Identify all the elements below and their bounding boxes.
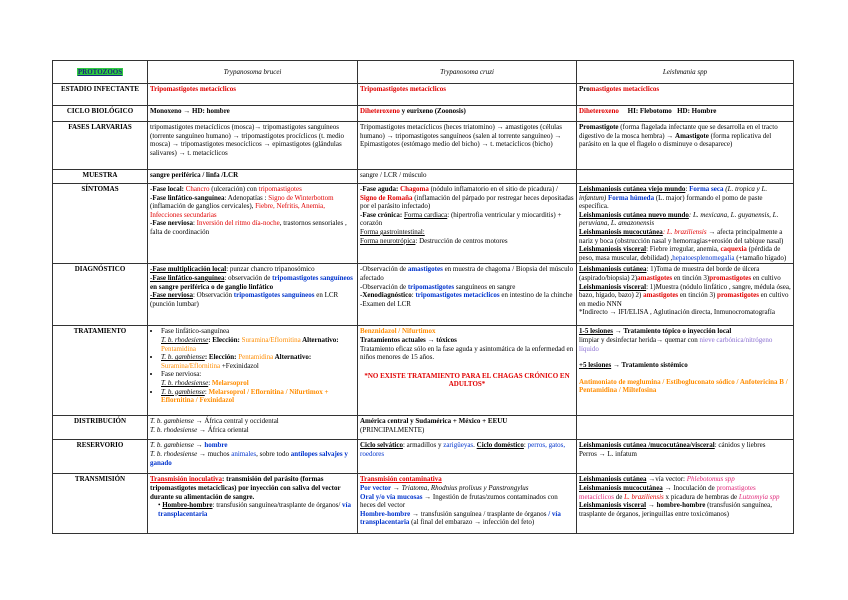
t: Antimoniato de meglumina / Estibogluconato sódico / Anfotericina B / Pentamidina / Miltefosina [579, 377, 788, 395]
t: T. b. rhodesiense [150, 449, 198, 458]
muestra-cruzi: sangre / LCR / músculo [358, 170, 577, 184]
t: -Fase linfático-sanguínea [150, 273, 225, 282]
t: Leishmaniosis visceral [579, 282, 647, 291]
t: hepatoesplenomegalia [672, 253, 735, 262]
t: Leishmaniosis visceral [579, 245, 647, 254]
t: -Observación de [360, 265, 408, 274]
t: Inversión del ritmo día-noche [196, 219, 280, 228]
t: en cultivo [751, 273, 781, 282]
header-row [53, 61, 794, 84]
estadio-leish-rest: mastigotes metacíclicos [589, 85, 660, 93]
t: antílopes salvajes y ganado [150, 449, 348, 467]
t: : L. braziliensis [662, 227, 707, 236]
t: : L. mexicana, L. guyanensis, L. peruviana, L. amazonensis [579, 210, 779, 228]
sintomas-leish [577, 184, 794, 264]
res-brucei [148, 440, 358, 474]
t: -Examen del LCR [360, 299, 411, 308]
t: / vía transplacentaria [360, 509, 561, 527]
trat-cruzi [358, 326, 577, 416]
t: hombre [204, 441, 228, 450]
t: → Inoculación de [662, 483, 717, 492]
t: → África central y occidental [193, 417, 279, 426]
t: : (hipertrofia ventricular y miocarditis) + corazón [360, 210, 562, 228]
t: en tinción 3) [678, 291, 718, 300]
t: Chagoma [400, 185, 429, 193]
t: América central y Sudamérica + México + EEUU [360, 417, 508, 426]
muestra-brucei: sangre periférica / linfa /LCR [148, 170, 358, 184]
t: promastigotes [717, 291, 759, 300]
fases-leish-c: Amastigote [675, 131, 709, 140]
t: : [192, 219, 197, 228]
row-label-estadio: ESTADIO INFECTANTE [53, 84, 148, 106]
header-tag-cell [53, 61, 148, 84]
t: T. b. rhodesiense [150, 425, 198, 434]
t: Perros → L. infatum [579, 449, 637, 458]
list-item [161, 353, 355, 370]
t: Fiebre, Nefritis, Anemia, Infecciones secundarias [150, 202, 325, 219]
t: Fase nerviosa: [161, 370, 202, 379]
t: Hombre-hombre [360, 509, 411, 518]
t: → Ingestión de frutas/zumos contaminados con heces del vector [360, 492, 558, 510]
t: Forma cardiaca [403, 210, 448, 219]
row-label-diagnostico: DIAGNÓSTICO [53, 264, 148, 326]
t: en sangre periférica o de ganglio linfático [150, 282, 274, 291]
t: : [685, 185, 690, 193]
t: Alternativo: [300, 335, 339, 344]
t: zarigüeyas [443, 441, 474, 450]
trat-leish [577, 326, 794, 416]
t: en LCR (punción lumbar) [150, 291, 339, 308]
t: Melarsoprol / Eflornitina / Nifurtimox + Eflornitina / Fexinidazol [161, 387, 329, 405]
t: *Indirecto → IFI/ELISA , Aglutinación directa, Inmunocromatografía [579, 308, 775, 317]
t: : Elección: [208, 335, 242, 344]
t: amastigotes [643, 291, 679, 300]
t: tripomastigotes sanguíneos [233, 291, 315, 300]
dist-cruzi [358, 416, 577, 440]
t: T. b. gambiense [161, 353, 205, 362]
t: (inflamación de ganglios cervicales), [150, 202, 256, 211]
t: Hombre-hombre [162, 501, 213, 510]
row-label-distribucion: DISTRIBUCIÓN [53, 416, 148, 440]
t: -Observación de [360, 282, 408, 291]
t: : Destrucción de centros motores [415, 236, 508, 245]
t: en tinción 3) [672, 273, 710, 282]
t: T. b. rhodesiense [161, 378, 209, 387]
header-col-cruzi: Trypanosoma cruzi [358, 61, 577, 84]
header-col-leishmania: Leishmania spp [577, 61, 794, 84]
t: en muestra de chagoma / Biopsia del músculo afectado [360, 265, 574, 282]
list-item [161, 388, 355, 405]
t: Phlebotomus spp [686, 475, 735, 484]
t: -Fase local: [150, 185, 186, 193]
t: +Fexinidazol [220, 361, 259, 370]
sintomas-cruzi [358, 184, 577, 264]
t: tripomastigotes sanguíneos [272, 273, 353, 282]
t: sanguíneos en sangre [454, 282, 516, 291]
t: Leishmaniosis cutánea viejo mundo [579, 185, 686, 193]
ciclo-leish-a: Diheteroxeno [579, 107, 619, 115]
t: : [523, 441, 528, 450]
t: : 1)Toma de muestra del borde de úlcera (aspirado/biopsia) 2) [579, 265, 760, 282]
t: Benznidazol / Nifurtimox [360, 327, 436, 336]
t: : [208, 378, 212, 387]
t: promastigotes [709, 273, 752, 282]
t: → transfusión sanguínea / trasplante de órganos [410, 509, 549, 518]
row-label-reservorio: RESERVORIO [53, 440, 148, 474]
t: -Fase multiplicación local [150, 265, 227, 274]
t: Chancro [185, 185, 210, 193]
t: Pentamidina [238, 353, 274, 362]
estadio-brucei-text: Tripomastigotes metacíclicos [150, 85, 236, 93]
trans-brucei: Transmisión inoculativa: transmisión del parásito (formas tripomastigotes metacíclicas) por inyección con saliva del vector durante su alimentación de sangre. • Hombre-hombre: transfusión sanguínea/trasplante de órganos/ vía transplacentaria [148, 474, 358, 534]
protozoa-table [52, 60, 794, 534]
t: Alternativo: [273, 353, 312, 362]
t: Por vector [360, 483, 392, 492]
t: Fase linfático-sanguínea [161, 327, 230, 336]
t: , trastornos sensoriales , falta de coordinación [150, 219, 347, 236]
t: amastigotes [637, 273, 673, 282]
list-item [161, 370, 355, 387]
t: Forma neurotrópica [360, 236, 416, 245]
ciclo-cruzi-b: y eurixeno (Zoonosis) [399, 107, 466, 115]
row-transmision [53, 474, 794, 534]
estadio-leish-pro: Pro [579, 85, 590, 93]
t: Suramina/Eflornitina [161, 361, 221, 370]
muestra-leish [577, 170, 794, 184]
t: Transmisión contaminativa [360, 475, 442, 484]
fases-brucei: tripomastigotes metacíclicos (mosca)→ tripomastigotes sanguíneos (torrente sanguíneo humano) → tripomastigotes procíclicos (t. medio mosca) → tripomastigotes mesocíclicos → epimastigotes (glándulas salivares) → t. metacíclicos [148, 122, 358, 170]
t: : Fiebre irregular, anemia, [646, 245, 721, 254]
t: de [613, 492, 625, 501]
estadio-cruzi [358, 84, 577, 106]
t: → África oriental [197, 425, 249, 434]
fases-leish-a: Promastigote [579, 123, 619, 131]
t: : Adenopatías : [224, 193, 269, 202]
protozoos-tag: PROTOZOOS [77, 67, 123, 76]
t: en intestino de la chinche [499, 291, 573, 300]
t: tripomastigotes [258, 185, 302, 193]
sintomas-brucei [148, 184, 358, 264]
t: Forma húmeda [607, 193, 655, 202]
t: →vía vector: [646, 475, 687, 484]
t: Leishmaniosis mucocutánea [579, 227, 663, 236]
t: L. braziliensis [624, 492, 664, 501]
fases-cruzi: Tripomastigotes metacíclicos (heces triatomino) → amastigotes (células humano) → tripomastigotes sanguíneos (salen al torrente sanguíneo) → Epimastigotes (estómago medio del bicho) → t. metacíclicos (bicho) [358, 122, 577, 170]
t: T. b. rhodesiense [161, 335, 209, 344]
trans-cruzi [358, 474, 577, 534]
t: Oral y/o vía mucosas [360, 492, 423, 501]
t: : cánidos y liebres [714, 441, 766, 450]
row-label-transmision: TRANSMISIÓN [53, 474, 148, 534]
estadio-brucei [148, 84, 358, 106]
t: Leishmaniosis mucocutánea [579, 483, 663, 492]
t: → Tratamiento tópico o inyección local [613, 327, 732, 336]
t: promastigotes metacíclicos [579, 483, 756, 501]
t: Tratamiento eficaz sólo en la fase aguda y asintomática de la enfermedad en niños menores de 15 años. [360, 344, 574, 362]
row-ciclo [53, 106, 794, 122]
t: +5 lesiones [579, 361, 612, 370]
row-tratamiento [53, 326, 794, 416]
t: caquexia [720, 245, 747, 254]
t: : transmisión del parásito (formas tripomastigotes metacíclicas) por inyección con saliva del vector durante su alimentación de sangre. [150, 475, 341, 501]
t: : Elección: [204, 353, 239, 362]
diag-leish [577, 264, 794, 326]
t: Leishmaniosis cutánea nuevo mundo [579, 210, 689, 219]
t: Pentamidina [161, 344, 196, 353]
t: Signo de Romaña [360, 193, 413, 202]
t: (+tamaño hígado) [734, 253, 787, 262]
ciclo-leish-b: HI: Flebotomo [627, 107, 672, 115]
ciclo-brucei: Monoxeno → HD: hombre [148, 106, 358, 122]
t: , sobre todo [256, 449, 291, 458]
trat-brucei [148, 326, 358, 416]
t: (nódulo inflamatorio en el sitio de picadura) / [428, 185, 558, 193]
t: : transfusión sanguínea/trasplante de órganos/ [212, 501, 343, 510]
t: animales [231, 449, 257, 458]
row-distribucion [53, 416, 794, 440]
t: : 1)Muestra (nódulo linfático , sangre, médula ósea, bazo, hígado, bazo) 2) [579, 282, 791, 300]
t: Forma gastrointestinal: [360, 227, 425, 236]
t: -Xenodiagnóstico [360, 291, 412, 300]
diag-brucei [148, 264, 358, 326]
row-label-muestra: MUESTRA [53, 170, 148, 184]
ciclo-cruzi-a: Diheteroxeno [360, 107, 400, 115]
t: Melarsoprol [211, 378, 249, 387]
t: Leishmaniosis cutánea /mucocutánea/visceral [579, 441, 715, 450]
row-fases [53, 122, 794, 170]
t: T. b. gambiense [150, 441, 194, 450]
row-label-fases: FASES LARVARIAS [53, 122, 148, 170]
t: (transfusión sanguínea, trasplante de órganos, jeringuillas entre toxicómanos) [579, 501, 773, 518]
t: -Fase linfático-sanguínea [150, 193, 225, 202]
fases-leish [577, 122, 794, 170]
t: (L. major) formando el pomo de paste específica. [579, 193, 763, 211]
t: (L. tropica y L. infantum) [579, 185, 768, 202]
t: → afecta principalmente a nariz y boca (obstrucción nasal y hemorragias+erosión del tabique nasal) [579, 227, 784, 245]
t: Leishmaniosis visceral [579, 501, 647, 510]
dist-brucei [148, 416, 358, 440]
row-label-ciclo: CICLO BIOLÓGICO [53, 106, 148, 122]
t: 1-5 lesiones [579, 327, 614, 336]
row-label-tratamiento: TRATAMIENTO [53, 326, 148, 416]
t: → [193, 441, 205, 450]
t: en cultivo en medio NNN [579, 291, 789, 308]
t: : [411, 291, 416, 300]
row-reservorio [53, 440, 794, 474]
t: : armadillos y [402, 441, 444, 450]
t: (ulceración) con [209, 185, 259, 193]
diag-cruzi [358, 264, 577, 326]
t: Suramina/Eflornitina [241, 335, 301, 344]
t: Forma seca [689, 185, 724, 193]
t: nieve carbónica/nitrógeno líquido [579, 335, 773, 353]
t: → hombre-hombre [646, 501, 706, 510]
t: -Fase crónica: [360, 210, 404, 219]
t: → Tratamiento sistémico [611, 361, 688, 370]
t: : observación de [224, 273, 273, 282]
t: → muchos [197, 449, 232, 458]
t: Leishmaniosis cutánea [579, 475, 647, 484]
t: : [204, 387, 209, 396]
t: (al final del embarazo → infección del feto) [409, 518, 535, 527]
t: limpiar y desinfectar herida→ quemar con [579, 335, 700, 344]
t: T. b. gambiense [150, 417, 194, 426]
t: Ciclo selvático [360, 441, 403, 450]
t: : Observación [192, 291, 234, 300]
res-cruzi [358, 440, 577, 474]
t: *NO EXISTE TRATAMIENTO PARA EL CHAGAS CRÓNICO EN ADULTOS* [364, 371, 570, 389]
t: (PRINCIPALMENTE) [360, 425, 425, 434]
t: -Fase nerviosa [150, 291, 193, 300]
ciclo-cruzi [358, 106, 577, 122]
fases-leish-b: (forma flagelada infectante que se desarrolla en el tracto digestivo de la mosca hembra) → [579, 123, 778, 140]
t: Tratamientos actuales → tóxicos [360, 335, 457, 344]
t: Transmisión inoculativa [150, 475, 223, 484]
t: tripomastigotes metacíclicos [415, 291, 500, 300]
fases-leish-d: (forma replicativa del parásito en la que el flagelo o disminuye o desaparece) [579, 131, 772, 149]
t: . [473, 441, 477, 450]
t: Ciclo doméstico [476, 441, 524, 450]
t: (inflamación del párpado por restregar heces depositadas por el parásito infectado) [360, 193, 574, 211]
ciclo-leish [577, 106, 794, 122]
t: : punzar chancro tripanosómico [226, 265, 315, 274]
dist-leish [577, 416, 794, 440]
t: Signo de Winterbottom [268, 193, 334, 202]
t: vía transplacentaria [158, 501, 351, 518]
row-estadio [53, 84, 794, 106]
t: perros, gatos, roedores [360, 441, 566, 458]
row-label-sintomas: SÍNTOMAS [53, 184, 148, 264]
estadio-cruzi-text: Tripomastigotes metacíclicos [360, 85, 446, 93]
res-leish [577, 440, 794, 474]
t: tripomastigotes [407, 282, 455, 291]
t: T. b. gambiense [161, 387, 205, 396]
t: Lutzomyia spp [738, 492, 780, 501]
t: (pérdida de peso, masa muscular, debilidad) , [579, 245, 781, 262]
estadio-leish [577, 84, 794, 106]
ciclo-leish-c: HD: Hombre [677, 107, 717, 115]
t: amastigotes [407, 265, 443, 274]
row-diagnostico [53, 264, 794, 326]
header-col-brucei: Trypanosoma brucei [148, 61, 358, 84]
t: Leishmaniosis cutánea [579, 265, 647, 274]
t: → Triatoma, Rhodnius prolixus y Panstrongylus [391, 483, 529, 492]
t: -Fase nerviosa [150, 219, 193, 228]
list-item [161, 327, 355, 353]
t: x picadura de hembras de [663, 492, 739, 501]
row-sintomas [53, 184, 794, 264]
row-muestra [53, 170, 794, 184]
t: -Fase aguda: [360, 185, 401, 193]
trans-leish [577, 474, 794, 534]
